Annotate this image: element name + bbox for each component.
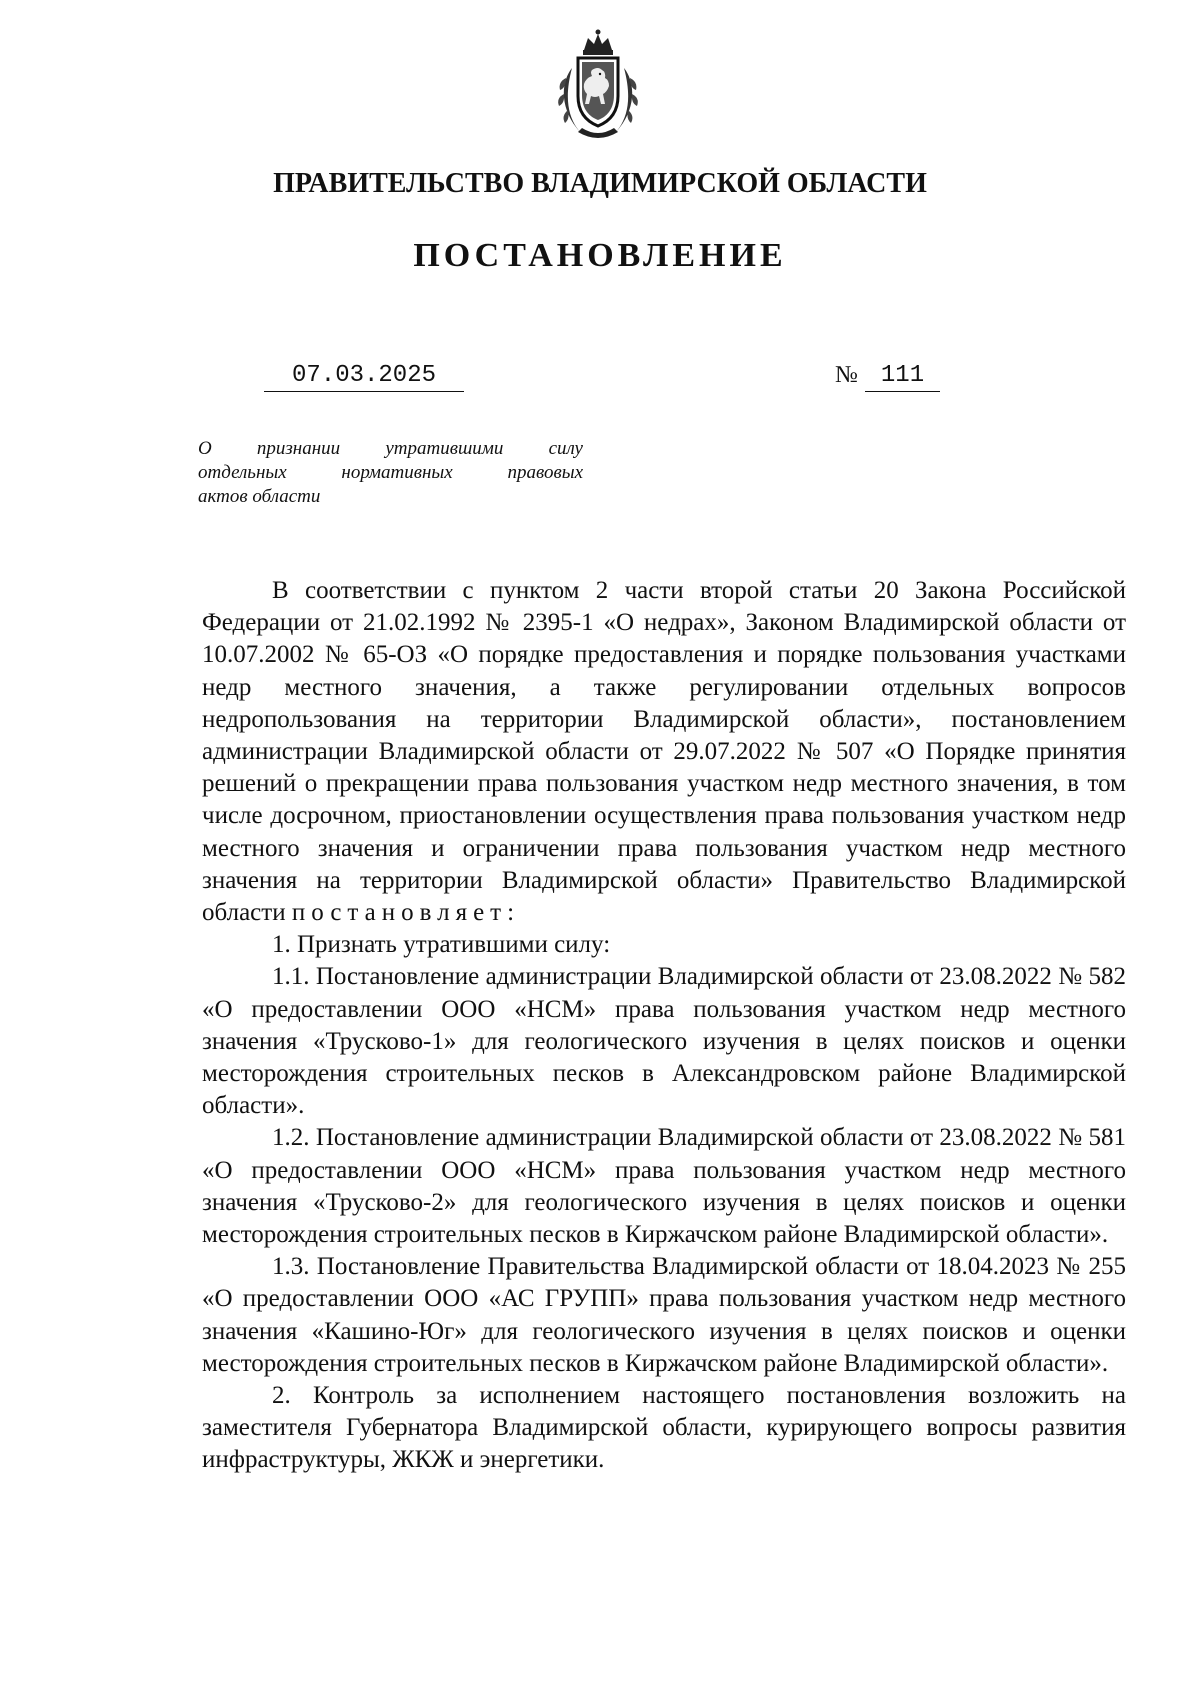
subject-line: актов области <box>198 486 321 507</box>
subject-line: отдельных нормативных правовых <box>198 462 583 483</box>
vladimir-region-coat-of-arms-icon <box>550 28 646 146</box>
document-body <box>202 575 1126 1477</box>
preamble-paragraph <box>202 575 1126 929</box>
subject-line: О признании утратившими силу <box>198 438 583 459</box>
document-type-title: ПОСТАНОВЛЕНИЕ <box>413 237 787 274</box>
clause-paragraph: 1.3. Постановление Правительства Владимирской области от 18.04.2023 № 255 «О предоставлении ООО «АС ГРУПП» права пользования участком недр местного значения «Кашино-Юг» для геологического изучения в целях поисков и оценки месторождения строительных песков в Киржачском районе Владимирской области». <box>202 1253 1126 1377</box>
clause-paragraph: 1. Признать утратившими силу: <box>272 931 611 959</box>
preamble-text: В соответствии с пунктом 2 части второй статьи 20 Закона Российской Федерации от 21.02.1992 № 2395-1 «О недрах», Законом Владимирской области от 10.07.2002 № 65-ОЗ «О порядке предоставления и порядке пользования участками недр местного значения, а также регулировании отдельных вопросов недропользования на территории Владимирской области», постановлением администрации Владимирской области от 29.07.2022 № 507 «О Порядке принятия решений о прекращении права пользования участком недр местного значения, в том числе досрочном, приостановлении осуществления права пользования участком недр местного значения и ограничении права пользования участком недр местного значения на территории Владимирской области» Правительство Владимирской области <box>202 577 1126 927</box>
clause-paragraph: 1.1. Постановление администрации Владимирской области от 23.08.2022 № 582 «О предоставлении ООО «НСМ» права пользования участком недр местного значения «Трусково-1» для геологического изучения в целях поисков и оценки месторождения строительных песков в Александровском районе Владимирской области». <box>202 963 1126 1120</box>
document-subject <box>198 437 583 509</box>
clause-paragraph: 1.2. Постановление администрации Владимирской области от 23.08.2022 № 581 «О предоставлении ООО «НСМ» права пользования участком недр местного значения «Трусково-2» для геологического изучения в целях поисков и оценки месторождения строительных песков в Киржачском районе Владимирской области». <box>202 1124 1126 1249</box>
number-sign: № <box>835 362 858 388</box>
document-date: 07.03.2025 <box>264 362 464 392</box>
document-number: 111 <box>865 362 940 392</box>
organization-name: ПРАВИТЕЛЬСТВО ВЛАДИМИРСКОЙ ОБЛАСТИ <box>273 168 927 199</box>
clause-paragraph: 2. Контроль за исполнением настоящего постановления возложить на заместителя Губернатора Владимирской области, курирующего вопросы развития инфраструктуры, ЖКЖ и энергетики. <box>202 1382 1126 1474</box>
resolves-word: постановляет: <box>291 899 521 927</box>
